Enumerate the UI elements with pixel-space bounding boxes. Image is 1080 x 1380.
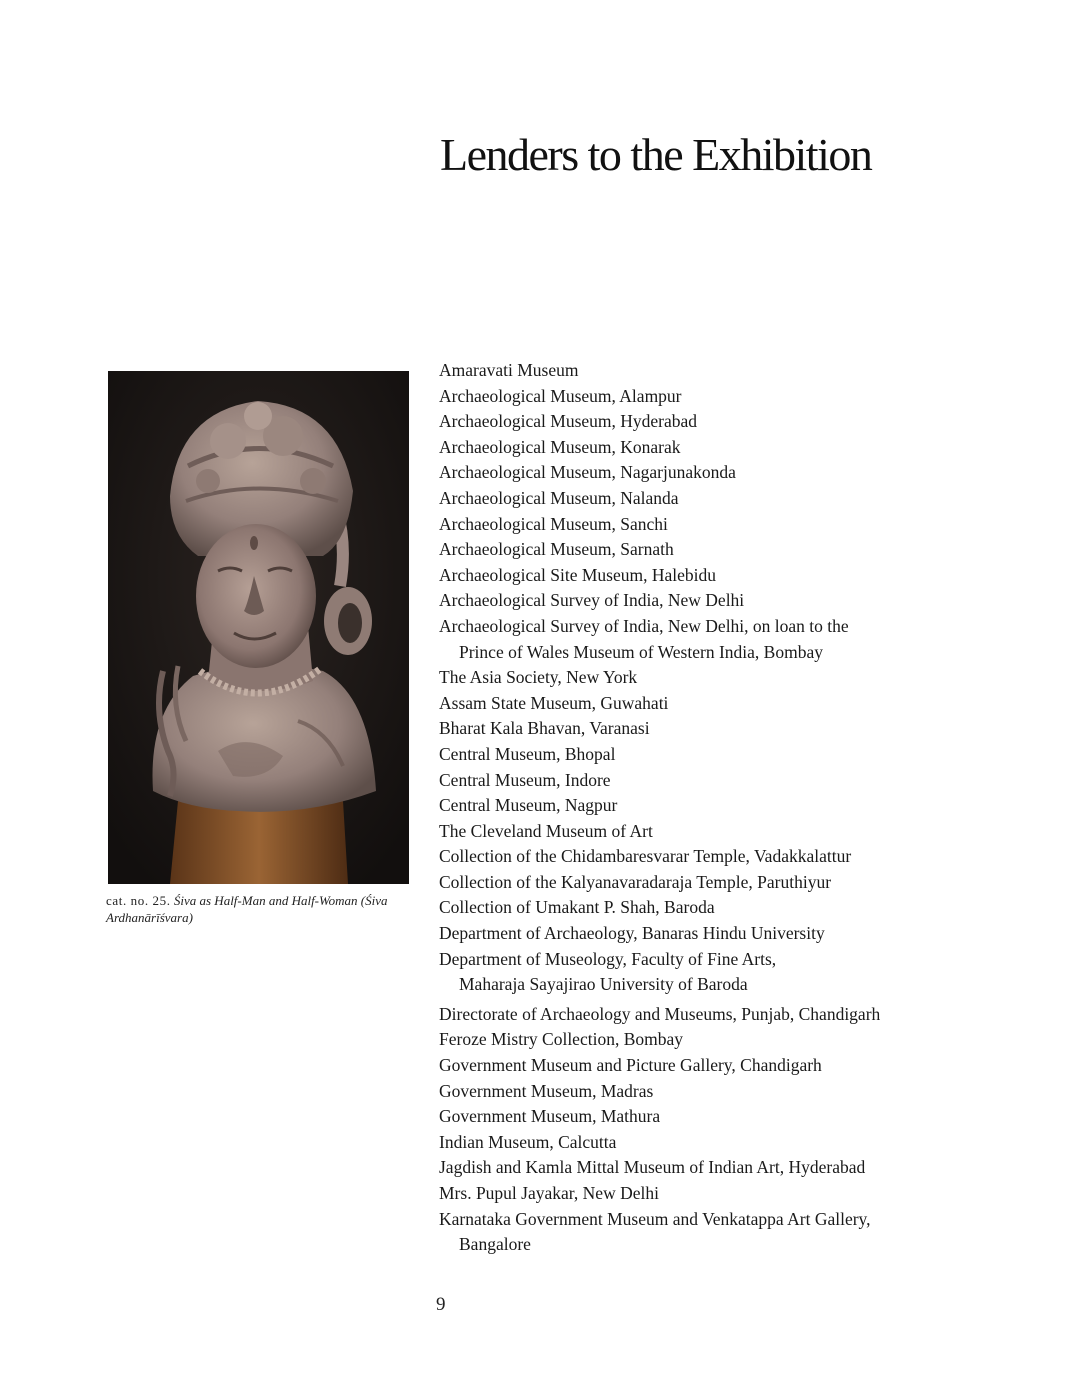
lender-name: Archaeological Survey of India, New Delhi [439, 590, 745, 611]
lender-name: Central Museum, Indore [439, 769, 611, 790]
list-item [439, 665, 1039, 691]
list-item [439, 563, 1039, 589]
lender-name: Government Museum, Madras [439, 1080, 654, 1101]
lender-name: Government Museum, Mathura [439, 1106, 661, 1127]
lender-name: Bharat Kala Bhavan, Varanasi [439, 718, 650, 739]
list-item [439, 1079, 1039, 1105]
lender-name: Central Museum, Bhopal [439, 743, 616, 764]
page-number: 9 [436, 1294, 446, 1315]
list-item [439, 1053, 1039, 1079]
list-item [439, 486, 1039, 512]
list-item [439, 1181, 1039, 1207]
list-item [439, 819, 1039, 845]
lender-name: Collection of the Chidambaresvarar Temple, Vadakkalattur [439, 846, 852, 867]
list-item [439, 1002, 1039, 1028]
lender-name: Archaeological Museum, Konarak [439, 436, 681, 457]
lender-name: Feroze Mistry Collection, Bombay [439, 1029, 683, 1050]
lender-name: Indian Museum, Calcutta [439, 1131, 617, 1152]
lender-name-continuation: Bangalore [459, 1234, 531, 1255]
lender-name: Department of Museology, Faculty of Fine Arts, [439, 948, 777, 969]
lender-name: Archaeological Museum, Sarnath [439, 539, 674, 560]
list-item [439, 537, 1039, 563]
list-item [439, 844, 1039, 870]
list-item [439, 716, 1039, 742]
lender-name: Archaeological Museum, Nagarjunakonda [439, 462, 736, 483]
lender-name: Archaeological Museum, Alampur [439, 385, 682, 406]
lender-name-continuation: Maharaja Sayajirao University of Baroda [459, 974, 748, 995]
sculpture-photo [108, 371, 409, 884]
lender-name: The Asia Society, New York [439, 667, 638, 688]
caption-label: cat. no. 25. [106, 893, 171, 908]
lender-name: The Cleveland Museum of Art [439, 820, 653, 841]
list-item [439, 1207, 1039, 1258]
sculpture-image [108, 371, 409, 884]
list-item [439, 793, 1039, 819]
lender-name: Department of Archaeology, Banaras Hindu University [439, 923, 825, 944]
list-item [439, 742, 1039, 768]
caption-title: Śiva as Half-Man and Half-Woman (Śiva Ardhanārīśvara) [106, 893, 388, 925]
list-item [439, 1027, 1039, 1053]
list-item [439, 1155, 1039, 1181]
lender-name: Government Museum and Picture Gallery, Chandigarh [439, 1055, 822, 1076]
list-item [439, 1104, 1039, 1130]
list-item [439, 358, 1039, 384]
lender-name: Archaeological Site Museum, Halebidu [439, 564, 717, 585]
lender-name: Archaeological Museum, Nalanda [439, 487, 679, 508]
lender-name: Karnataka Government Museum and Venkatappa Art Gallery, [439, 1208, 871, 1229]
lender-name-continuation: Prince of Wales Museum of Western India, Bombay [459, 641, 823, 662]
lender-name: Archaeological Museum, Sanchi [439, 513, 668, 534]
lender-name: Collection of the Kalyanavaradaraja Temple, Paruthiyur [439, 871, 832, 892]
lender-name: Amaravati Museum [439, 360, 579, 380]
lender-name: Mrs. Pupul Jayakar, New Delhi [439, 1183, 659, 1203]
list-item [439, 870, 1039, 896]
list-item [439, 384, 1039, 410]
list-item [439, 768, 1039, 794]
list-item [439, 1130, 1039, 1156]
list-item [439, 512, 1039, 538]
page-title: Lenders to the Exhibition [440, 129, 872, 180]
lender-name: Archaeological Survey of India, New Delhi, on loan to the [439, 615, 849, 636]
lender-name: Collection of Umakant P. Shah, Baroda [439, 897, 715, 918]
list-item [439, 947, 1039, 998]
list-item [439, 895, 1039, 921]
list-item [439, 460, 1039, 486]
list-item [439, 588, 1039, 614]
lenders-list [439, 358, 1039, 1258]
lender-name: Archaeological Museum, Hyderabad [439, 411, 698, 432]
lender-name: Assam State Museum, Guwahati [439, 692, 669, 713]
lender-name: Directorate of Archaeology and Museums, Punjab, Chandigarh [439, 1003, 881, 1024]
lender-name: Central Museum, Nagpur [439, 795, 618, 816]
lender-name: Jagdish and Kamla Mittal Museum of Indian Art, Hyderabad [439, 1157, 866, 1178]
list-item [439, 435, 1039, 461]
list-item [439, 409, 1039, 435]
list-item [439, 614, 1039, 665]
list-item [439, 691, 1039, 717]
figure-caption [106, 892, 406, 926]
list-item [439, 921, 1039, 947]
